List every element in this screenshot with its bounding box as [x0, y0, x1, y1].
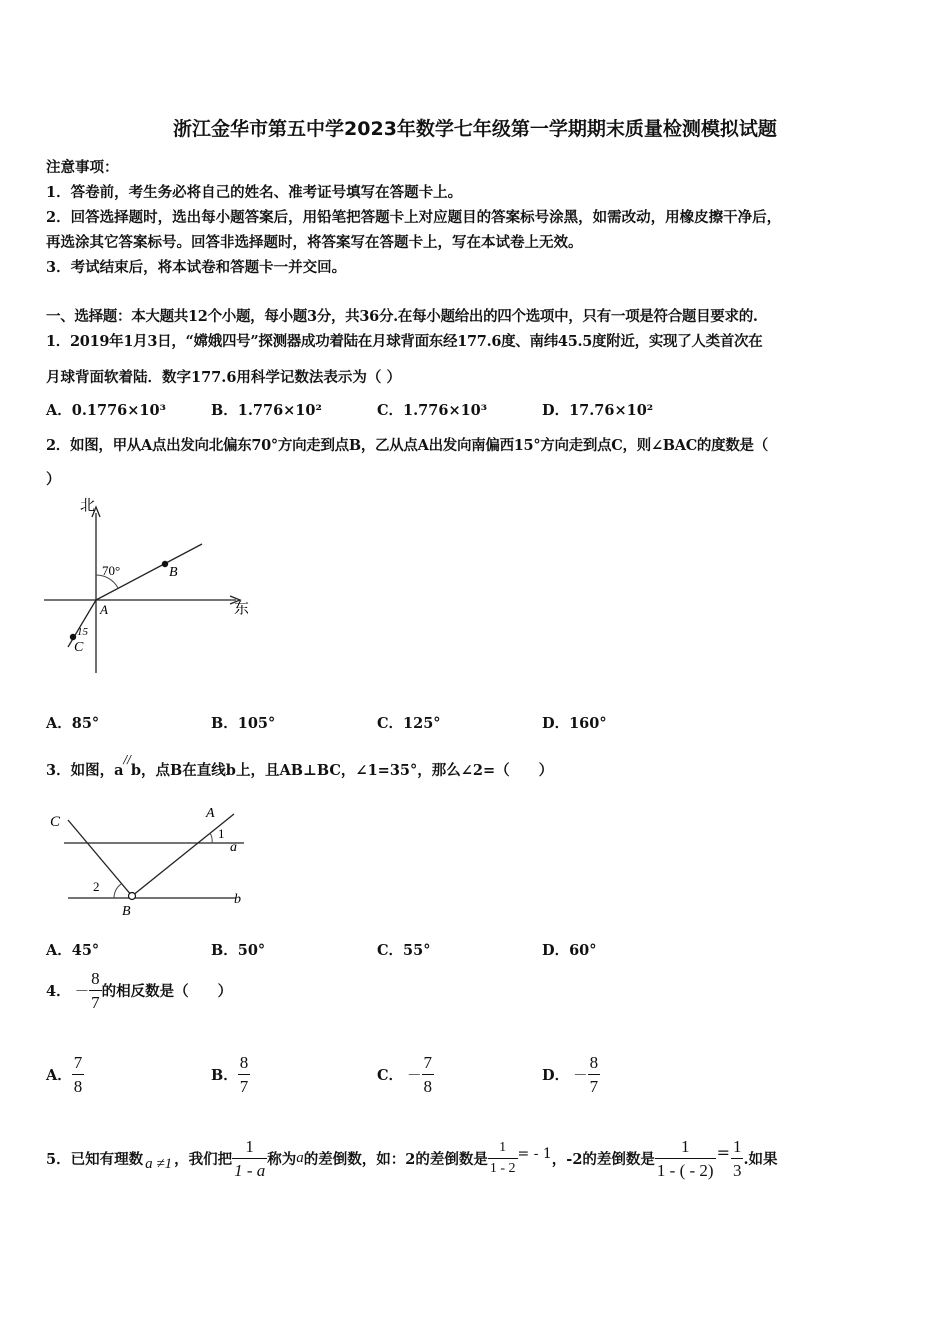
q3-option-d[interactable]: D．60° [542, 942, 597, 959]
point-b [162, 561, 168, 567]
label-b-point: B [122, 904, 131, 919]
q2-line-1: 2．如图，甲从A点出发向北偏东70°方向走到点B，乙从点A出发向南偏西15°方向走到点C，则∠BAC的度数是（ [46, 437, 768, 454]
q5-stem [46, 1138, 778, 1179]
q5-part-1: 5．已知有理数 [46, 1151, 144, 1168]
q5-variable: a [296, 1150, 304, 1166]
q5-equals-2: = [716, 1143, 730, 1162]
q4-b-label: B． [211, 1067, 238, 1084]
q4-d-num: 8 [589, 1053, 599, 1072]
q5-fraction-1 [232, 1138, 267, 1179]
label-line-a: a [230, 840, 237, 855]
q4-frac-num: 8 [91, 969, 100, 988]
label-line-b: b [234, 892, 241, 907]
q4-a-fraction [72, 1054, 85, 1095]
q5-part-4: 的差倒数，如：2的差倒数是 [303, 1151, 488, 1168]
q1-option-c[interactable]: C．1.776×10³ [377, 402, 488, 419]
q4-c-label: C． [377, 1067, 404, 1084]
q4-fraction [89, 970, 102, 1011]
q4-d-fraction [588, 1054, 601, 1095]
q4-b-fraction [238, 1054, 251, 1095]
q3-parallel-lines-figure [44, 800, 264, 925]
section-heading: 一、选择题：本大题共12个小题，每小题3分，共36分.在每小题给出的四个选项中，只有一项是符合题目要求的. [46, 308, 758, 325]
q4-tail: 的相反数是（ ） [101, 983, 233, 1000]
notice-item-2a: 2．回答选择题时，选出每小题答案后，用铅笔把答题卡上对应题目的答案标号涂黑，如需改动，用橡皮擦干净后， [46, 209, 782, 226]
q4-option-a[interactable] [46, 1054, 84, 1095]
q4-a-num: 7 [73, 1053, 83, 1072]
page-title: 浙江金华市第五中学2023年数学七年级第一学期期末质量检测模拟试题 [173, 118, 777, 140]
q4-option-b[interactable] [211, 1054, 250, 1095]
label-a: A [100, 602, 108, 617]
q4-a-label: A． [46, 1067, 72, 1084]
q1-option-a[interactable]: A．0.1776×10³ [46, 402, 166, 419]
label-c: C [74, 640, 84, 655]
q5-fraction-3 [655, 1138, 716, 1179]
q3-option-b[interactable]: B．50° [211, 942, 266, 959]
q3-stem-pre: 3．如图，a [46, 762, 124, 779]
segment-bc [68, 820, 132, 896]
q5-condition: a ≠1 [145, 1156, 173, 1172]
q4-d-den: 7 [588, 1074, 601, 1095]
q4-option-c[interactable] [377, 1054, 434, 1095]
angle-70-label: 70° [102, 563, 121, 578]
q4-stem [46, 970, 232, 1011]
q5-equals-1: = - 1 [517, 1145, 552, 1162]
q4-c-num: 7 [423, 1053, 433, 1072]
q5-f3-den: 1 - ( - 2) [655, 1158, 716, 1179]
q5-f2-num: 1 [499, 1140, 507, 1155]
q2-option-c[interactable]: C．125° [377, 715, 441, 732]
q2-option-a[interactable]: A．85° [46, 715, 100, 732]
notice-heading: 注意事项： [46, 159, 119, 176]
q5-fraction-2 [488, 1141, 518, 1176]
q4-c-sign: － [407, 1068, 422, 1084]
q2-line-2: ） [46, 471, 61, 488]
q4-minus: － [74, 984, 90, 1000]
angle-1-arc [210, 833, 212, 843]
q1-option-d[interactable]: D．17.76×10² [542, 402, 654, 419]
q3-stem [46, 753, 554, 780]
q4-number: 4． [46, 983, 71, 1000]
q5-part-6: .如果 [743, 1151, 778, 1168]
q4-option-d[interactable] [542, 1054, 600, 1095]
label-c: C [50, 814, 61, 830]
notice-item-2b: 再选涂其它答案标号。回答非选择题时，将答案写在答题卡上，写在本试卷上无效。 [46, 234, 583, 251]
q4-d-sign: － [573, 1068, 588, 1084]
label-b: B [169, 565, 178, 580]
angle-2-label: 2 [93, 879, 100, 894]
east-label: 东 [234, 601, 250, 617]
q5-f4-den: 3 [731, 1158, 744, 1179]
q5-part-3: 称为 [267, 1151, 297, 1168]
angle-1-label: 1 [218, 826, 225, 841]
q3-option-c[interactable]: C．55° [377, 942, 431, 959]
parallel-symbol: // [123, 753, 131, 767]
point-b [129, 893, 136, 900]
notice-item-1: 1．答卷前，考生务必将自己的姓名、准考证号填写在答题卡上。 [46, 184, 463, 201]
q5-f1-den: 1 - a [232, 1158, 267, 1179]
notice-item-3: 3．考试结束后，将本试卷和答题卡一并交回。 [46, 259, 347, 276]
angle-2-arc [114, 884, 121, 898]
q4-b-num: 8 [239, 1053, 249, 1072]
q4-frac-den: 7 [89, 990, 102, 1011]
q5-f4-num: 1 [732, 1137, 742, 1156]
q4-c-fraction [422, 1054, 435, 1095]
q5-f1-num: 1 [245, 1137, 254, 1156]
q4-a-den: 8 [72, 1074, 85, 1095]
q1-option-b[interactable]: B．1.776×10² [211, 402, 322, 419]
angle-15-label: 15 [77, 626, 88, 638]
q4-b-den: 7 [238, 1074, 251, 1095]
q5-f3-num: 1 [680, 1137, 690, 1156]
label-a-point: A [206, 806, 215, 821]
q2-option-d[interactable]: D．160° [542, 715, 607, 732]
q5-f2-den: 1 - 2 [488, 1158, 518, 1176]
q1-line-1: 1．2019年1月3日，“嫦娥四号”探测器成功着陆在月球背面东经177.6度、南纬45.5度附近，实现了人类首次在 [46, 333, 763, 350]
q3-option-a[interactable]: A．45° [46, 942, 100, 959]
q3-stem-post: b，点B在直线b上，且AB⊥BC，∠1=35°，那么∠2=（ ） [130, 762, 554, 779]
q5-part-2: ，我们把 [174, 1151, 233, 1168]
q1-line-2: 月球背面软着陆．数字177.6用科学记数法表示为（ ） [46, 369, 401, 386]
q5-fraction-4 [731, 1138, 744, 1179]
q2-direction-figure [40, 495, 260, 680]
q5-part-5: ，-2的差倒数是 [551, 1151, 655, 1168]
q2-option-b[interactable]: B．105° [211, 715, 276, 732]
north-label: 北 [80, 498, 96, 514]
q4-d-label: D． [542, 1067, 570, 1084]
q4-c-den: 8 [422, 1074, 435, 1095]
